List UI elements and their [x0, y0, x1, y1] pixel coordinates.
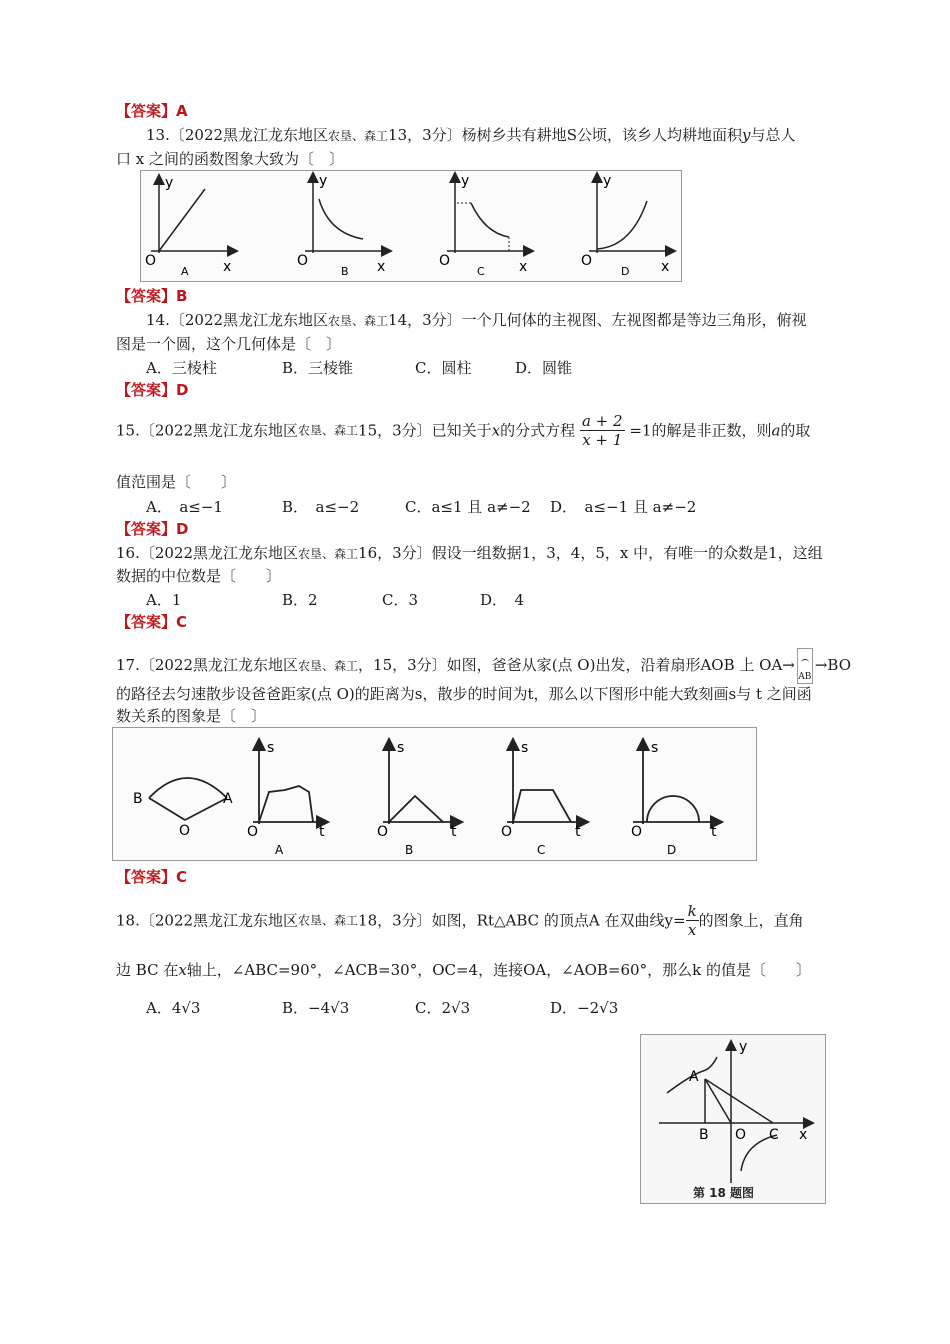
svg-text:A: A: [275, 843, 284, 857]
svg-text:O: O: [247, 824, 259, 840]
arc-ab-symbol: AB: [797, 648, 813, 684]
svg-text:D: D: [621, 265, 630, 278]
svg-text:C: C: [537, 843, 546, 857]
svg-text:t: t: [451, 824, 457, 840]
svg-text:y: y: [461, 173, 470, 189]
svg-text:O: O: [145, 253, 157, 269]
q15-option-b: B． a≤−2: [282, 498, 360, 516]
svg-text:t: t: [575, 824, 581, 840]
question-15-line2: 值范围是〔 〕: [116, 473, 237, 491]
svg-text:B: B: [405, 843, 414, 857]
svg-text:O: O: [631, 824, 643, 840]
q18-figure-svg: [641, 1035, 825, 1203]
q18-figure: [640, 1034, 826, 1204]
svg-text:y: y: [319, 173, 328, 189]
svg-text:O: O: [297, 253, 309, 269]
q16-option-d: D． 4: [480, 591, 525, 609]
q15-option-c: C．a≤1 且 a≠−2: [405, 498, 531, 516]
question-16-line1: 16.〔2022黑龙江龙东地区农垦、森工16，3分〕假设一组数据1，3，4，5，x 中，有唯一的众数是1，这组: [116, 544, 823, 562]
q17-graph-c: [501, 740, 583, 857]
q15-option-d: D． a≤−1 且 a≠−2: [550, 498, 697, 516]
q14-option-c: C．圆柱: [415, 359, 472, 377]
q13-graph-a: [145, 175, 233, 278]
svg-text:第 18 题图: 第 18 题图: [693, 1186, 755, 1200]
answer-17: 【答案】C: [116, 868, 188, 886]
svg-text:s: s: [651, 740, 659, 756]
question-13-line1: 13.〔2022黑龙江龙东地区农垦、森工13，3分〕杨树乡共有耕地S公顷，该乡人均耕地面积y与总人: [146, 126, 796, 144]
q13-graph-panel: [140, 170, 682, 282]
svg-text:B: B: [133, 791, 143, 807]
svg-text:O: O: [581, 253, 593, 269]
svg-text:x: x: [519, 259, 528, 275]
svg-text:A: A: [689, 1069, 699, 1085]
q15-option-a: A． a≤−1: [146, 498, 223, 516]
svg-text:y: y: [165, 175, 174, 191]
answer-15: 【答案】D: [116, 520, 189, 538]
svg-text:t: t: [711, 824, 717, 840]
question-18-line1: 18.〔2022黑龙江龙东地区农垦、森工18，3分〕如图，Rt△ABC 的顶点A 在双曲线y= $\frac{k}{x}$ 的图象上，直角: [116, 902, 804, 939]
q14-option-d: D．圆锥: [515, 359, 573, 377]
question-14-line2: 图是一个圆，这个几何体是〔 〕: [116, 335, 342, 353]
q13-graph-d: [581, 173, 671, 278]
svg-text:s: s: [521, 740, 529, 756]
question-17-line2: 的路径去匀速散步设爸爸距家(点 O)的距离为s，散步的时间为t，那么以下图形中能大致刻画s与 t 之间函: [116, 685, 812, 703]
question-13-line2: 口 x 之间的函数图象大致为〔 〕: [116, 150, 344, 168]
question-16-line2: 数据的中位数是〔 〕: [116, 567, 282, 585]
svg-text:A: A: [223, 791, 233, 807]
svg-text:x: x: [661, 259, 670, 275]
answer-16: 【答案】C: [116, 613, 188, 631]
q15-fraction: $\frac{a + 2}{x + 1}$: [581, 412, 623, 449]
svg-text:B: B: [341, 265, 349, 278]
svg-text:x: x: [223, 259, 232, 275]
svg-text:y: y: [603, 173, 612, 189]
svg-text:O: O: [179, 823, 191, 839]
q18-option-b: B．−4√3: [282, 999, 350, 1017]
question-17-line1: 17.〔2022黑龙江龙东地区农垦、森工，15，3分〕如图，爸爸从家(点 O)出发，沿着扇形AOB 上 OA→ AB →BO: [116, 648, 851, 684]
svg-text:C: C: [769, 1127, 779, 1143]
q17-sector-figure: [133, 778, 233, 839]
q18-option-d: D．−2√3: [550, 999, 619, 1017]
q17-graph-d: [631, 740, 717, 857]
q17-graph-b: [377, 740, 457, 857]
svg-text:D: D: [667, 843, 677, 857]
svg-text:A: A: [181, 265, 189, 278]
q18-option-a: A．4√3: [146, 999, 201, 1017]
q13-graph-b: [297, 173, 387, 278]
q18-fraction: $\frac{k}{x}$: [687, 902, 697, 939]
question-14-line1: 14.〔2022黑龙江龙东地区农垦、森工14，3分〕一个几何体的主视图、左视图都是等边三角形，俯视: [146, 311, 807, 329]
q17-graphs: [113, 728, 756, 860]
q14-option-b: B．三棱锥: [282, 359, 354, 377]
svg-text:C: C: [477, 265, 485, 278]
svg-text:x: x: [799, 1127, 808, 1143]
question-15-line1: 15.〔2022黑龙江龙东地区农垦、森工15，3分〕已知关于x的分式方程 $\frac{a + 2}{x + 1}$ =1的解是非正数，则a的取: [116, 412, 811, 449]
svg-text:B: B: [699, 1127, 709, 1143]
answer-12: 【答案】A: [116, 102, 188, 120]
svg-text:O: O: [735, 1127, 747, 1143]
answer-14: 【答案】D: [116, 381, 189, 399]
svg-text:s: s: [267, 740, 275, 756]
q16-option-b: B．2: [282, 591, 318, 609]
svg-text:t: t: [319, 824, 325, 840]
svg-text:x: x: [377, 259, 386, 275]
q17-graph-panel: [112, 727, 757, 861]
q13-graph-c: [439, 173, 529, 278]
svg-text:O: O: [377, 824, 389, 840]
question-18-line2: 边 BC 在x轴上，∠ABC=90°，∠ACB=30°，OC=4，连接OA，∠AOB=60°，那么k 的值是〔 〕: [116, 961, 811, 979]
answer-13: 【答案】B: [116, 287, 188, 305]
svg-text:y: y: [739, 1039, 748, 1055]
svg-text:O: O: [439, 253, 451, 269]
q13-graphs: [141, 171, 681, 281]
svg-text:s: s: [397, 740, 405, 756]
question-17-line3: 数关系的图象是〔 〕: [116, 707, 267, 725]
q18-option-c: C．2√3: [415, 999, 471, 1017]
q16-option-a: A．1: [146, 591, 182, 609]
q17-graph-a: [247, 740, 325, 857]
q14-option-a: A．三棱柱: [146, 359, 217, 377]
svg-text:O: O: [501, 824, 513, 840]
q16-option-c: C．3: [382, 591, 419, 609]
